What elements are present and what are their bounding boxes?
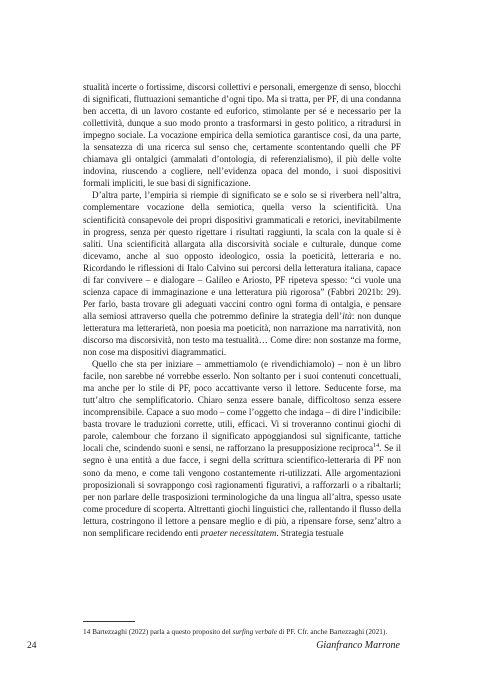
footnote-number: 14 <box>83 627 91 636</box>
paragraph-1-text: stualità incerte o fortissime, discorsi collettivi e personali, emergenze di senso, blocchi di significati, fluttuazioni semantiche d’ogni tipo. Ma si tratta, per PF, di una condanna ben accetta, di un lavoro costante ed euforico, stimolante per sé e necessario per la collettività, dunque a suo modo pronto a trasformarsi in gesto politico, a ritradursi in impegno sociale. La vocazione empirica della semiotica garantisce così, da una parte, la sensatezza di una ricerca sul senso che, certamente scontentando quelli che PF chiamava gli ontalgici (ammalati d’ontologia, di referenzialismo), il più delle volte indovina, riuscendo a cogliere, nell’evidenza opaca del mondo, i suoi dispositivi formali impliciti, le sue basi di significazione. <box>83 82 401 189</box>
paragraph-3-text-b: . Se il segno è una entità a due facce, i segni della scrittura scientifico-letteraria di PF non sono da meno, e come tali vengono costantemente ri-utilizzati. Alle argomentazioni proposizionali si sovrappongo così ragionamenti figurativi, a rafforzarli o a ribaltarli; per non parlare delle trasposizioni terminologiche da una lingua all’altra, spesso usate come procedure di scoperta. Altrettanti giochi linguistici che, rallentando il flusso della lettura, costringono il lettore a pensare meglio e di più, a ripensare forse, senz’altro a non semplificare recidendo enti <box>83 443 402 538</box>
footnote-reference[interactable]: 14 <box>373 443 380 450</box>
body-text <box>83 81 401 539</box>
paragraph-1 <box>83 81 401 189</box>
footnote-divider <box>83 621 135 622</box>
footnote-text-a: Bartezzaghi (2022) parla a questo proposito del <box>92 627 233 636</box>
paragraph-2 <box>83 189 401 358</box>
footnote-text-b: di PF. Cfr. anche Bartezzaghi (2021). <box>276 627 388 636</box>
ita-emphasis: ità <box>342 310 352 321</box>
footnote <box>83 627 401 638</box>
paragraph-3-text-c: . Strategia testuale <box>276 527 344 538</box>
paragraph-3-text-a: Quello che sta per iniziare – ammettiamolo (e rivendichiamolo) – non è un libro facile, non sarebbe né vorrebbe esserlo. Non soltanto per i suoi contenuti concettuali, ma anche per lo stile di PF, poco accattivante verso il lettore. Seducente forse, ma tutt’altro che semplificatorio. Chiaro senza essere banale, difficoltoso senza essere incomprensibile. Capace a suo modo – come l’oggetto che indaga – di dire l’indicibile: basta trovare le traduzioni corrette, utili, efficaci. Vi si troveranno continui giochi di parole, calembour che forzano il significato appoggiandosi sul significante, tattiche locali che, scindendo suoni e sensi, ne rafforzano la presupposizione reciproca <box>83 359 401 454</box>
latin-phrase: praeter necessitatem <box>200 527 277 538</box>
paragraph-2-text-b: : non dunque letteratura ma letterarietà, non poesia ma poeticità, non narrazione ma narratività, non discorso ma discorsività, non testo ma testualità… Come dire: non sostanze ma forme, non cose ma dispositivi diagrammatici. <box>83 310 401 358</box>
running-footer-author: Gianfranco Marrone <box>316 640 400 651</box>
page-number: 24 <box>27 641 37 651</box>
paragraph-2-text-a: D’altra parte, l’empiria si riempie di significato se e solo se si riverbera nell’altra, complementare vocazione della semiotica, quella verso la scientificità. Una scientificità consapevole dei propri dispositivi grammaticali e retorici, inevitabilmente in progress, senza per questo rigettare i risultati raggiunti, la scala con la quale si è saliti. Una scientificità allargata alla discorsività sociale e culturale, dunque come dicevamo, anche al suo opposto ideologico, ossia la poeticità, letteraria e no. Ricordando le riflessioni di Italo Calvino sui percorsi della letteratura italiana, capace di far convivere – e dialogare – Galileo e Ariosto, PF ripeteva spesso: “ci vuole una scienza capace di immaginazione e una letteratura più rigorosa” (Fabbri 2021b: 29). Per farlo, basta trovare gli adeguati vaccini contro ogni forma di ontalgia, e pensare alla semiosi attraverso quella che potremmo definire la strategia dell’ <box>83 190 401 321</box>
paragraph-3 <box>83 358 401 539</box>
footnote-emphasis: surfing verbale <box>232 627 277 636</box>
